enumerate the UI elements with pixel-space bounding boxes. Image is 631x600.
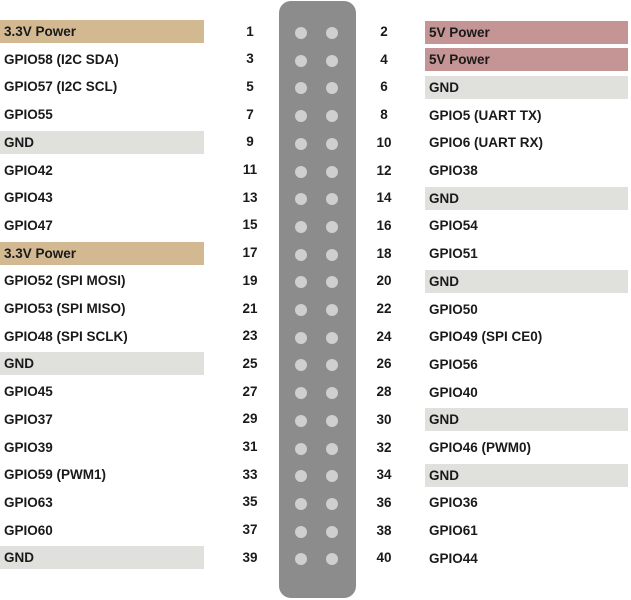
pin-label-32: GPIO46 (PWM0) — [425, 436, 628, 459]
pin-dot-21 — [295, 304, 307, 316]
pin-number-28: 28 — [376, 384, 392, 400]
pin-label-27: GPIO45 — [0, 380, 204, 403]
pin-number-18: 18 — [376, 245, 392, 261]
pin-label-22: GPIO50 — [425, 298, 628, 321]
pin-dot-30 — [326, 415, 338, 427]
pin-number-10: 10 — [376, 134, 392, 150]
pin-number-14: 14 — [376, 190, 392, 206]
pin-dot-17 — [295, 249, 307, 261]
pin-label-20: GND — [425, 270, 628, 293]
pin-number-16: 16 — [376, 217, 392, 233]
pin-dot-16 — [326, 221, 338, 233]
pin-number-36: 36 — [376, 494, 392, 510]
pin-label-14: GND — [425, 187, 628, 210]
pin-label-25: GND — [0, 352, 204, 375]
pin-number-21: 21 — [242, 300, 258, 316]
pin-label-34: GND — [425, 464, 628, 487]
pin-number-39: 39 — [242, 549, 258, 565]
pin-label-6: GND — [425, 76, 628, 99]
pin-label-37: GPIO60 — [0, 519, 204, 542]
pin-number-37: 37 — [242, 522, 258, 538]
pin-number-2: 2 — [380, 24, 388, 39]
pin-number-32: 32 — [376, 439, 392, 455]
pin-label-8: GPIO5 (UART TX) — [425, 104, 628, 127]
pin-label-15: GPIO47 — [0, 214, 204, 237]
pin-label-21: GPIO53 (SPI MISO) — [0, 297, 204, 320]
pin-number-8: 8 — [380, 107, 388, 123]
pin-dot-9 — [295, 138, 307, 150]
pin-dot-12 — [326, 166, 338, 178]
pin-dot-35 — [295, 498, 307, 510]
pin-number-17: 17 — [242, 245, 258, 261]
pin-number-6: 6 — [380, 79, 388, 95]
pin-label-5: GPIO57 (I2C SCL) — [0, 75, 204, 98]
pin-number-25: 25 — [242, 355, 258, 371]
pin-dot-1 — [295, 27, 307, 39]
pin-number-33: 33 — [242, 466, 258, 482]
pin-dot-29 — [295, 415, 307, 427]
pin-number-24: 24 — [376, 328, 392, 344]
pin-dot-28 — [326, 387, 338, 399]
pin-number-1: 1 — [246, 23, 254, 39]
pin-label-1: 3.3V Power — [0, 20, 204, 43]
pin-number-23: 23 — [242, 328, 258, 344]
pin-dot-36 — [326, 498, 338, 510]
pin-dot-11 — [295, 166, 307, 178]
pin-header-body — [279, 1, 356, 598]
pin-number-11: 11 — [242, 162, 258, 177]
pin-dot-27 — [295, 387, 307, 399]
pin-label-10: GPIO6 (UART RX) — [425, 131, 628, 154]
pin-label-3: GPIO58 (I2C SDA) — [0, 48, 204, 71]
pin-label-35: GPIO63 — [0, 491, 204, 514]
pin-number-26: 26 — [376, 356, 392, 372]
pin-label-4: 5V Power — [425, 48, 628, 71]
pin-label-7: GPIO55 — [0, 103, 204, 126]
pin-number-29: 29 — [242, 411, 258, 427]
pin-dot-32 — [326, 443, 338, 455]
pin-label-29: GPIO37 — [0, 408, 204, 431]
pin-dot-23 — [295, 332, 307, 344]
pin-number-12: 12 — [376, 162, 392, 178]
pin-dot-18 — [326, 249, 338, 261]
pin-dot-10 — [326, 138, 338, 150]
pin-dot-24 — [326, 332, 338, 344]
pin-number-22: 22 — [376, 301, 392, 316]
pin-label-39: GND — [0, 546, 204, 569]
pin-label-23: GPIO48 (SPI SCLK) — [0, 325, 204, 348]
pin-number-15: 15 — [242, 217, 258, 233]
pin-label-24: GPIO49 (SPI CE0) — [425, 325, 628, 348]
pin-dot-7 — [295, 110, 307, 122]
pin-number-27: 27 — [242, 383, 258, 399]
pin-number-9: 9 — [246, 134, 254, 150]
pin-number-35: 35 — [242, 494, 258, 510]
pin-label-11: GPIO42 — [0, 159, 204, 182]
pin-number-38: 38 — [376, 522, 392, 538]
pin-dot-3 — [295, 55, 307, 67]
pin-label-33: GPIO59 (PWM1) — [0, 463, 204, 486]
pin-number-13: 13 — [242, 189, 258, 205]
pin-label-28: GPIO40 — [425, 381, 628, 404]
pin-label-38: GPIO61 — [425, 519, 628, 542]
pin-number-34: 34 — [376, 467, 392, 483]
pin-number-30: 30 — [376, 411, 392, 427]
pin-label-31: GPIO39 — [0, 436, 204, 459]
pin-label-30: GND — [425, 408, 628, 431]
pin-dot-31 — [295, 443, 307, 455]
pin-number-7: 7 — [246, 106, 254, 122]
pin-label-19: GPIO52 (SPI MOSI) — [0, 269, 204, 292]
pin-dot-2 — [326, 27, 338, 39]
pin-label-12: GPIO38 — [425, 159, 628, 182]
pin-label-36: GPIO36 — [425, 491, 628, 514]
pin-dot-37 — [295, 526, 307, 538]
pin-number-4: 4 — [380, 51, 388, 67]
pin-dot-4 — [326, 55, 338, 67]
pin-label-9: GND — [0, 131, 204, 154]
pin-dot-38 — [326, 526, 338, 538]
pin-number-20: 20 — [376, 273, 392, 289]
pin-dot-15 — [295, 221, 307, 233]
pin-label-26: GPIO56 — [425, 353, 628, 376]
pin-number-3: 3 — [246, 51, 254, 67]
pin-label-16: GPIO54 — [425, 214, 628, 237]
pin-label-2: 5V Power — [425, 21, 628, 44]
pin-number-40: 40 — [376, 550, 392, 566]
pin-label-17: 3.3V Power — [0, 242, 204, 265]
pin-label-13: GPIO43 — [0, 186, 204, 209]
pin-dot-8 — [326, 110, 338, 122]
pin-number-5: 5 — [246, 78, 254, 94]
pin-dot-22 — [326, 304, 338, 316]
pin-label-40: GPIO44 — [425, 547, 628, 570]
pin-number-19: 19 — [242, 272, 258, 288]
pin-label-18: GPIO51 — [425, 242, 628, 265]
pin-number-31: 31 — [242, 439, 258, 454]
